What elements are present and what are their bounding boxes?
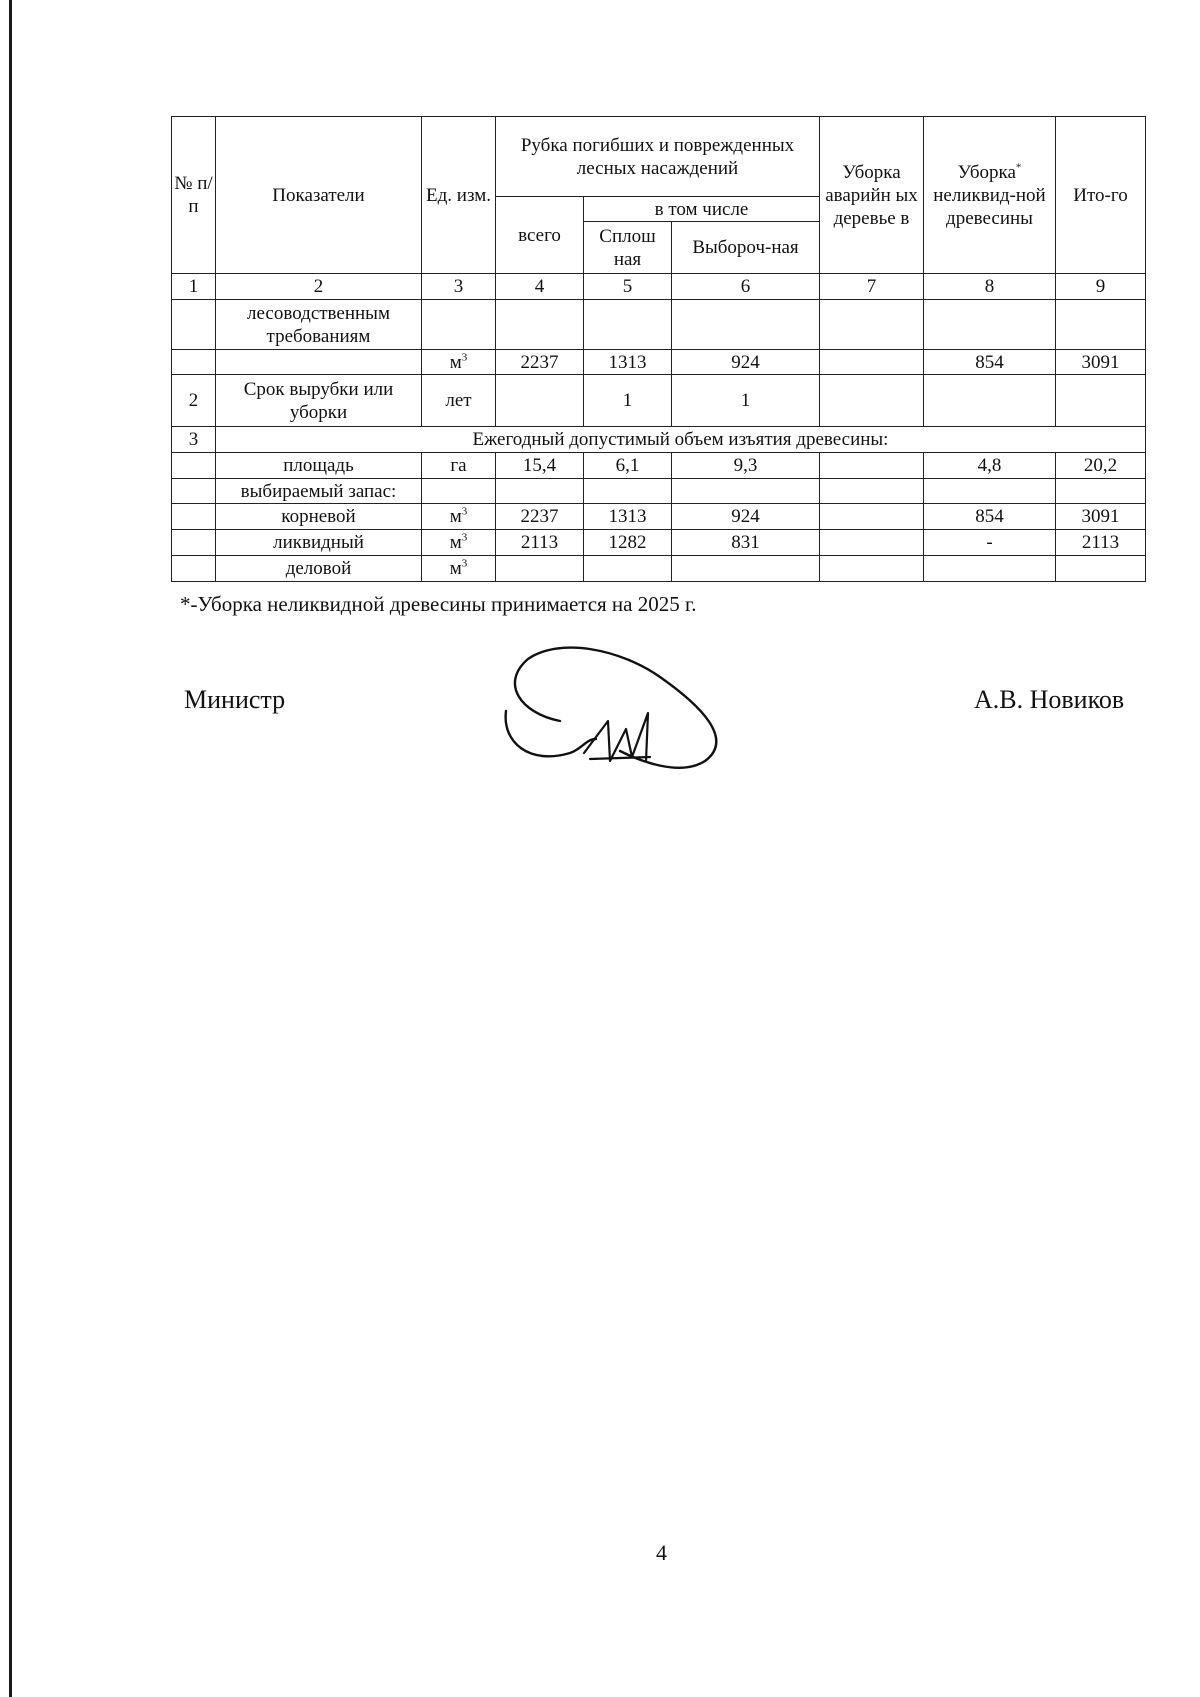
cell-total: 2237 <box>496 350 584 375</box>
cell-itogo <box>1056 556 1146 582</box>
row-label: ликвидный <box>216 530 422 556</box>
row-unit <box>422 479 496 504</box>
cell-selective: 924 <box>672 504 820 530</box>
row-num <box>172 530 216 556</box>
table-row <box>172 375 1146 427</box>
signer-position: Министр <box>184 685 286 714</box>
cell-itogo: 3091 <box>1056 350 1146 375</box>
unit-sup: 3 <box>461 557 468 570</box>
cell-clear: 1313 <box>584 504 672 530</box>
cell-total: 2113 <box>496 530 584 556</box>
row-label <box>216 350 422 375</box>
cell-illiquid <box>924 300 1056 350</box>
header-itogo: Ито-го <box>1056 117 1146 274</box>
cell-selective: 1 <box>672 375 820 427</box>
row-label: площадь <box>216 453 422 479</box>
section-3-row <box>172 427 1146 453</box>
row-unit <box>422 556 496 582</box>
cell-emergency <box>820 300 924 350</box>
cell-clear <box>584 556 672 582</box>
col-number: 9 <box>1056 274 1146 300</box>
unit-text: м <box>449 351 462 373</box>
cell-emergency <box>820 556 924 582</box>
unit-text: лет <box>445 390 472 411</box>
row-num <box>172 453 216 479</box>
cell-emergency <box>820 350 924 375</box>
table-row <box>172 300 1146 350</box>
cell-emergency <box>820 453 924 479</box>
cell-clear: 6,1 <box>584 453 672 479</box>
cell-selective <box>672 479 820 504</box>
unit-text: м <box>449 532 462 553</box>
col-number: 7 <box>820 274 924 300</box>
signer-name: А.В. Новиков <box>974 685 1125 714</box>
unit-sup: 3 <box>461 505 468 518</box>
header-num: № п/ п <box>172 117 216 274</box>
row-label: Срок вырубки или уборки <box>216 375 422 427</box>
header-illiquid-rest: неликвид-ной древесины <box>933 184 1046 229</box>
column-number-row <box>172 274 1146 300</box>
cell-itogo: 20,2 <box>1056 453 1146 479</box>
cell-illiquid: 854 <box>924 350 1056 375</box>
cell-illiquid <box>924 375 1056 427</box>
table-row <box>172 479 1146 504</box>
row-unit <box>422 300 496 350</box>
header-illiquid <box>924 117 1056 274</box>
cell-clear: 1282 <box>584 530 672 556</box>
row-label: выбираемый запас: <box>216 479 422 504</box>
cell-total <box>496 479 584 504</box>
cell-selective: 9,3 <box>672 453 820 479</box>
row-num: 2 <box>172 375 216 427</box>
row-num <box>172 504 216 530</box>
row-label: деловой <box>216 556 422 582</box>
footnote: *-Уборка неликвидной древесины принимается на 2025 г. <box>180 592 697 616</box>
header-selective: Выбороч-ная <box>672 222 820 274</box>
table-header <box>172 117 1146 300</box>
unit-text: га <box>450 455 467 476</box>
col-number: 1 <box>172 274 216 300</box>
cell-total: 15,4 <box>496 453 584 479</box>
cell-itogo <box>1056 375 1146 427</box>
row-unit <box>422 350 496 375</box>
col-number: 2 <box>216 274 422 300</box>
scan-edge-line <box>9 0 12 1697</box>
cell-clear <box>584 479 672 504</box>
header-unit: Ед. изм. <box>422 117 496 274</box>
cell-illiquid <box>924 556 1056 582</box>
row-num: 3 <box>172 427 216 453</box>
col-number: 4 <box>496 274 584 300</box>
table-row <box>172 504 1146 530</box>
unit-sup: 3 <box>461 351 468 364</box>
table-row <box>172 530 1146 556</box>
unit-sup: 3 <box>461 531 468 544</box>
row-unit <box>422 375 496 427</box>
row-num <box>172 479 216 504</box>
unit-text: м <box>449 558 462 579</box>
header-illiquid-star: * <box>1015 161 1022 174</box>
col-number: 5 <box>584 274 672 300</box>
cell-clear: 1 <box>584 375 672 427</box>
table-body-top <box>172 300 1146 453</box>
handwritten-signature <box>500 643 730 783</box>
cell-emergency <box>820 479 924 504</box>
table-row <box>172 453 1146 479</box>
cell-selective <box>672 300 820 350</box>
col-number: 8 <box>924 274 1056 300</box>
cell-selective <box>672 556 820 582</box>
cell-emergency <box>820 530 924 556</box>
table-body-bottom <box>172 453 1146 582</box>
page-number: 4 <box>656 1540 667 1565</box>
unit-text: м <box>449 506 462 527</box>
cell-clear: 1313 <box>584 350 672 375</box>
header-total: всего <box>496 197 584 274</box>
cell-illiquid: 854 <box>924 504 1056 530</box>
cell-total: 2237 <box>496 504 584 530</box>
table-row <box>172 556 1146 582</box>
header-clear: Сплош ная <box>584 222 672 274</box>
cell-itogo <box>1056 479 1146 504</box>
row-label: лесоводственным требованиям <box>216 300 422 350</box>
table-row <box>172 350 1146 375</box>
header-emergency: Уборка аварийн ых деревье в <box>820 117 924 274</box>
row-num <box>172 556 216 582</box>
row-label: корневой <box>216 504 422 530</box>
col-number: 3 <box>422 274 496 300</box>
row-num <box>172 350 216 375</box>
row-unit <box>422 453 496 479</box>
timber-harvest-table <box>171 116 1146 582</box>
section-3-label: Ежегодный допустимый объем изъятия древесины: <box>216 427 1146 453</box>
cell-selective: 924 <box>672 350 820 375</box>
col-number: 6 <box>672 274 820 300</box>
cell-itogo <box>1056 300 1146 350</box>
cell-total <box>496 556 584 582</box>
header-including: в том числе <box>584 197 820 222</box>
row-unit <box>422 530 496 556</box>
cell-clear <box>584 300 672 350</box>
header-illiquid-label: Уборка <box>957 161 1016 183</box>
cell-illiquid: 4,8 <box>924 453 1056 479</box>
cell-illiquid: - <box>924 530 1056 556</box>
row-unit <box>422 504 496 530</box>
cell-itogo: 3091 <box>1056 504 1146 530</box>
header-felling-group: Рубка погибших и поврежденных лесных насаждений <box>496 117 820 197</box>
cell-emergency <box>820 504 924 530</box>
cell-itogo: 2113 <box>1056 530 1146 556</box>
cell-selective: 831 <box>672 530 820 556</box>
header-indicators: Показатели <box>216 117 422 274</box>
cell-emergency <box>820 375 924 427</box>
cell-illiquid <box>924 479 1056 504</box>
row-num <box>172 300 216 350</box>
cell-total <box>496 300 584 350</box>
cell-total <box>496 375 584 427</box>
